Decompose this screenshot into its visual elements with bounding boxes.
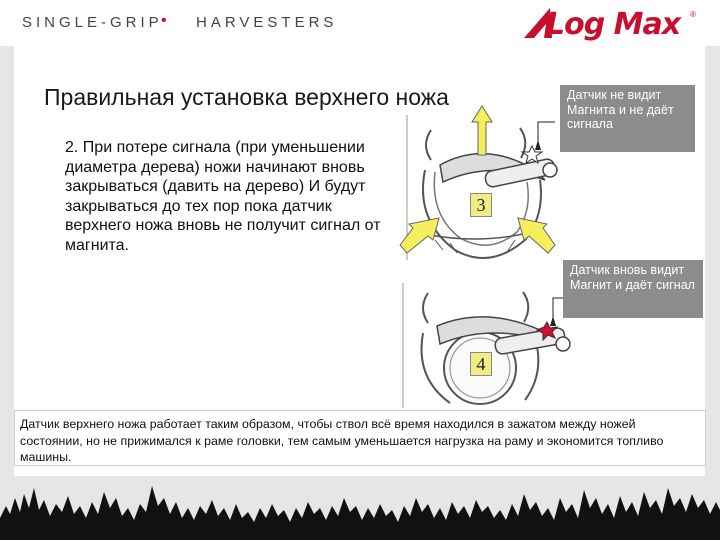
arrow-right-icon [518, 218, 555, 253]
footer-note-text: Датчик верхнего ножа работает таким образом, чтобы ствол всё время находился в зажатом между ножей состоянии, но не прижимался к раме головки, тем самым уменьшается нагрузка на раму и экономится топливо машины. [20, 417, 664, 464]
logo-text: Log Max [546, 7, 681, 42]
forest-silhouette [0, 468, 720, 540]
pressure-arrows [395, 100, 565, 260]
callout-sensor-no-signal: Датчик не видит Магнита и не даёт сигнала [560, 85, 695, 152]
header-right-text: HARVESTERS [196, 14, 338, 31]
header-separator: • [161, 12, 167, 29]
header-left-text: SINGLE-GRIP [22, 14, 163, 31]
step-badge-3: 3 [470, 193, 492, 217]
logo-trademark: ® [690, 10, 696, 19]
slide-body-text: 2. При потере сигнала (при уменьшении диаметра дерева) ножи начинают вновь закрываться (давить на дерево) И будут закрываться до тех пор пока датчик верхнего ножа вновь не получит сигнал от магнита. [65, 139, 381, 254]
step-badge-4: 4 [470, 352, 492, 376]
callout-sensor-signal: Датчик вновь видит Магнит и даёт сигнал [563, 260, 703, 318]
slide-title: Правильная установка верхнего ножа [44, 84, 449, 110]
harvester-head-diagram-4 [395, 278, 575, 413]
arrow-up-icon [472, 106, 492, 155]
slide-header [0, 0, 720, 46]
arrow-left-icon [400, 218, 439, 253]
log-max-logo [520, 4, 705, 46]
